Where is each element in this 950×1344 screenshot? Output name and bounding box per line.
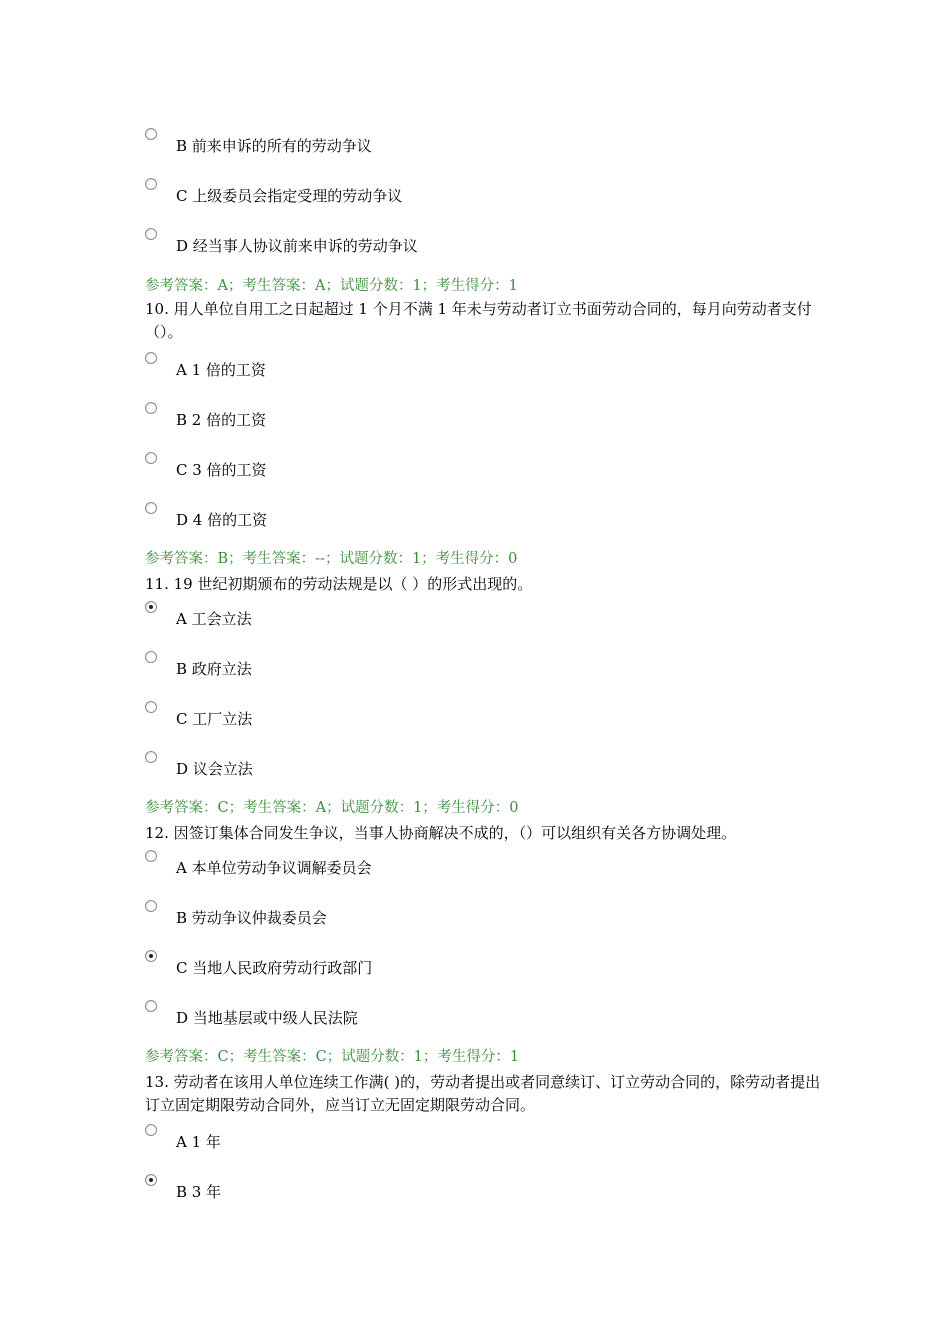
q11-question-text: 11. 19 世纪初期颁布的劳动法规是以（ ）的形式出现的。: [145, 575, 533, 593]
q12-answer-line: 参考答案：C；考生答案：C；试题分数：1；考生得分：1: [145, 1049, 520, 1065]
radio-button-icon[interactable]: [145, 751, 157, 763]
radio-button-icon[interactable]: [145, 1000, 157, 1012]
radio-button-icon[interactable]: [145, 178, 157, 190]
radio-button-icon[interactable]: [145, 228, 157, 240]
radio-button-icon[interactable]: [145, 452, 157, 464]
q11-answer-line: 参考答案：C；考生答案：A；试题分数：1；考生得分：0: [145, 800, 519, 816]
radio-button-icon[interactable]: [145, 502, 157, 514]
radio-button-checked-icon[interactable]: [145, 1174, 157, 1186]
q10-question-text: 10. 用人单位自用工之日起超过 1 个月不满 1 年未与劳动者订立书面劳动合同的，每月向劳动者支付（）。: [145, 300, 812, 341]
radio-button-icon[interactable]: [145, 651, 157, 663]
radio-button-icon[interactable]: [145, 402, 157, 414]
q9-answer-line: 参考答案：A；考生答案：A；试题分数：1；考生得分：1: [145, 278, 518, 294]
q10-answer-line: 参考答案：B；考生答案：--；试题分数：1；考生得分：0: [145, 551, 518, 567]
radio-button-icon[interactable]: [145, 128, 157, 140]
q13-question-text: 13. 劳动者在该用人单位连续工作满( )的，劳动者提出或者同意续订、订立劳动合同的，除劳动者提出订立固定期限劳动合同外，应当订立无固定期限劳动合同。: [145, 1073, 821, 1114]
radio-button-icon[interactable]: [145, 850, 157, 862]
radio-button-icon[interactable]: [145, 701, 157, 713]
radio-button-checked-icon[interactable]: [145, 950, 157, 962]
radio-button-icon[interactable]: [145, 352, 157, 364]
q12-question-text: 12. 因签订集体合同发生争议，当事人协商解决不成的，（）可以组织有关各方协调处理。: [145, 824, 737, 842]
radio-button-checked-icon[interactable]: [145, 601, 157, 613]
radio-button-icon[interactable]: [145, 1124, 157, 1136]
quiz-page: B 前来申诉的所有的劳动争议 C 上级委员会指定受理的劳动争议 D 经当事人协议前来申诉的劳动争议 参考答案：A；考生答案：A；试题分数：1；考生得分：1 10. 用人单位自用工之日起超过 1 个月不满 1 年未与劳动者订立书面劳动合同的，每月向劳动者支付（）。 A 1 倍的工资 B 2 倍的工资 C 3 倍的工资 D 4 倍的工资 参考答案：B；考生答案：--；试题分数：1；考生得分：0 11. 19 世纪初期颁布的劳动法规是以（ ）的形式出现的。 A 工会立法 B 政府立法 C 工厂立法 D 议会立法 参考答案：C；考生答案：A；试题分数：1；考生得分：0 12. 因签订集体合同发生争议，当事人协商解决不成的，（）可以组织有关各方协调处理。 A 本单位劳动争议调解委员会 B 劳动争议仲裁委员会 C 当地人民政府劳动行政部门 D 当地基层或中级人民法院 参考答案：C；考生答案：C；试题分数：1；考生得分：1 13. 劳动者在该用人单位连续工作满( )的，劳动者提出或者同意续订、订立劳动合同的，除劳动者提出订立固定期限劳动合同外，应当订立无固定期限劳动合同。 A 1 年 B 3 年: [0, 0, 950, 1344]
radio-button-icon[interactable]: [145, 900, 157, 912]
